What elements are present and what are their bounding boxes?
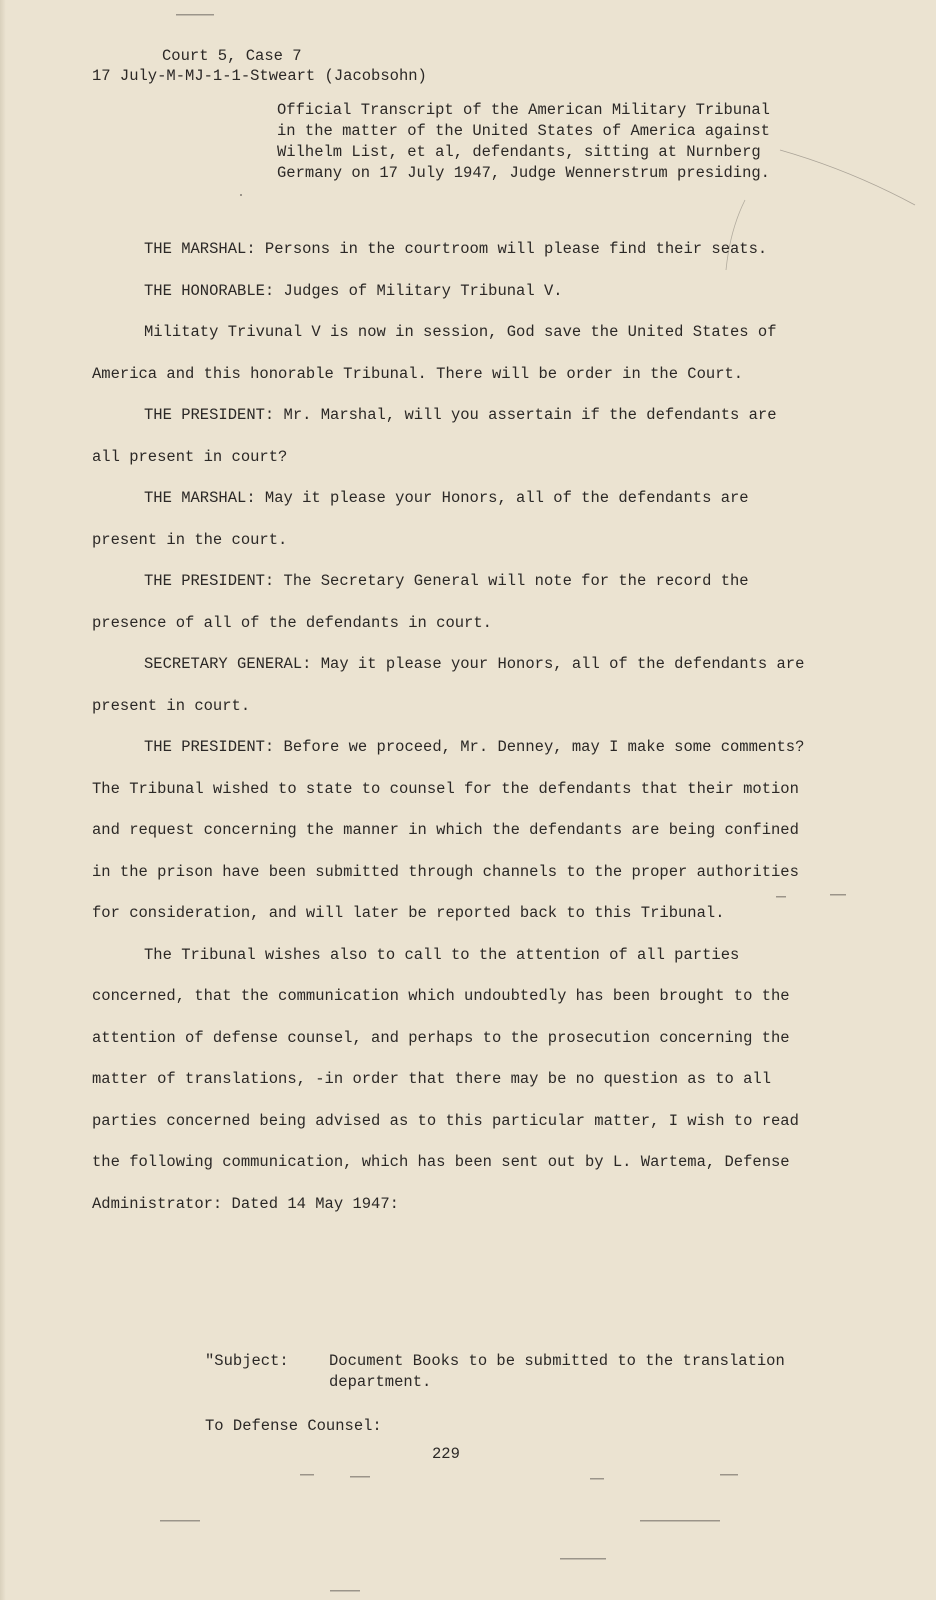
paragraph: THE PRESIDENT: The Secretary General will note for the record the presence of all of the defendants in court.	[92, 572, 749, 632]
transcript-intro	[277, 100, 837, 184]
intro-line-2: in the matter of the United States of America against	[277, 122, 770, 140]
paragraph: THE PRESIDENT: Mr. Marshal, will you assertain if the defendants are all present in court?	[92, 406, 777, 466]
quoted-memo	[205, 1351, 805, 1435]
paragraph: Militaty Trivunal V is now in session, God save the United States of America and this honorable Tribunal. There will be order in the Court.	[92, 323, 777, 383]
paragraph: THE HONORABLE: Judges of Military Tribunal V.	[144, 281, 563, 300]
transcript-body	[92, 229, 812, 1225]
page-number: 229	[432, 1445, 460, 1463]
paragraph: THE PRESIDENT: Before we proceed, Mr. Denney, may I make some comments? The Tribunal wished to state to counsel for the defendants that their motion and request concerning the manner in which the defendants are being confined in the prison have been submitted through channels to the proper authorities for consideration, and will later be reported back to this Tribunal.	[92, 738, 805, 922]
paragraph: SECRETARY GENERAL: May it please your Honors, all of the defendants are present in court.	[92, 655, 805, 715]
date-reporter-line: 17 July-M-MJ-1-1-Stweart (Jacobsohn)	[92, 67, 427, 85]
court-case-line: Court 5, Case 7	[162, 47, 302, 65]
intro-line-1: Official Transcript of the American Military Tribunal	[277, 101, 770, 119]
memo-subject-label: "Subject:	[205, 1352, 289, 1370]
paragraph: The Tribunal wishes also to call to the attention of all parties concerned, that the communication which undoubtedly has been brought to the attention of defense counsel, and perhaps to the prosecution concerning the matter of translations, -in order that there may be no question as to all parties concerned being advised as to this particular matter, I wish to read the following communication, which has been sent out by L. Wartema, Defense Administrator: Dated 14 May 1947:	[92, 945, 799, 1213]
intro-line-4: Germany on 17 July 1947, Judge Wennerstrum presiding.	[277, 164, 770, 182]
memo-subject-text: Document Books to be submitted to the translation department.	[329, 1352, 785, 1391]
paper-edge	[0, 0, 6, 1600]
memo-addressee: To Defense Counsel:	[205, 1417, 382, 1435]
memo-subject-row	[205, 1351, 805, 1393]
intro-line-3: Wilhelm List, et al, defendants, sitting at Nurnberg	[277, 143, 761, 161]
paragraph: THE MARSHAL: May it please your Honors, all of the defendants are present in the court.	[92, 489, 749, 549]
document-header	[92, 46, 427, 86]
paragraph: THE MARSHAL: Persons in the courtroom will please find their seats.	[144, 240, 768, 258]
